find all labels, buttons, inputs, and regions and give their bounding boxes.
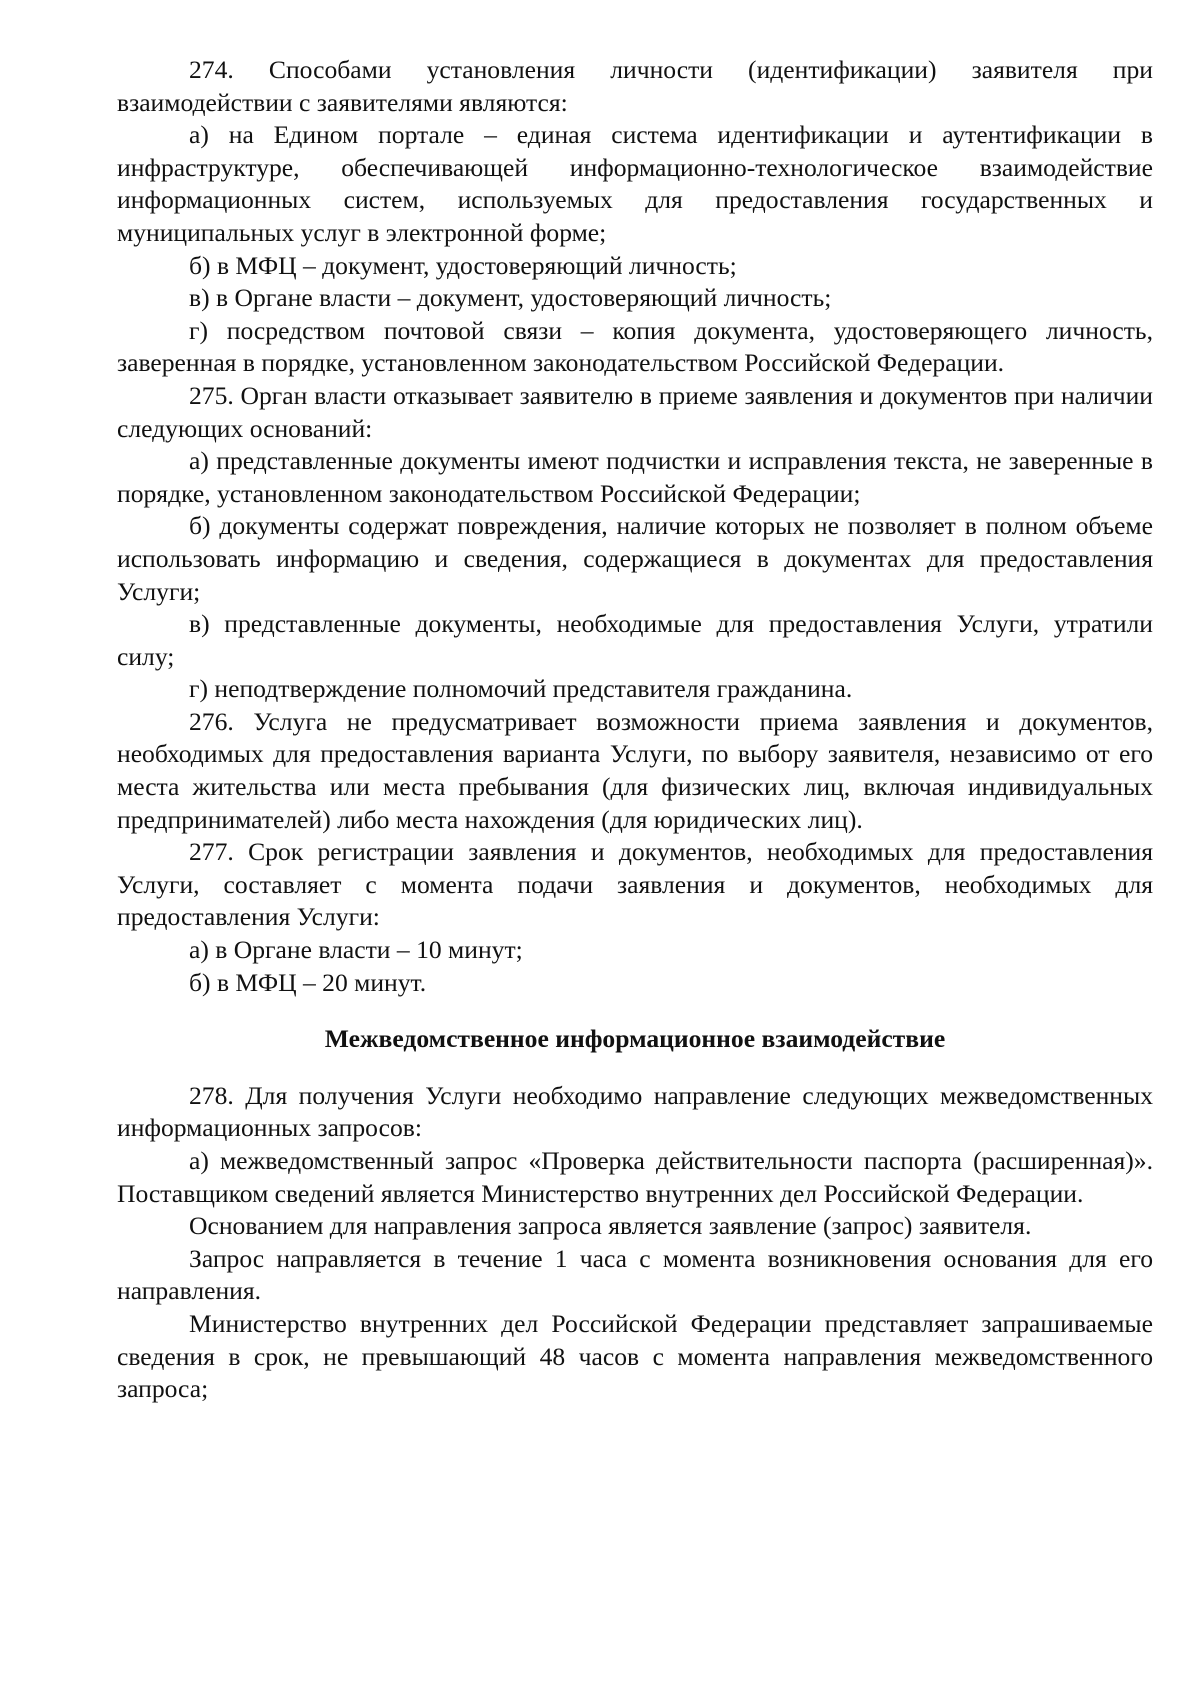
item-275-v: в) представленные документы, необходимые для предоставления Услуги, утратили силу; [117,609,1153,671]
paragraph-278: 278. Для получения Услуги необходимо направление следующих межведомственных информационных запросов: [117,1080,1153,1143]
item-277-a: а) в Органе власти – 10 минут; [189,935,523,965]
document-page [117,54,1153,1406]
item-275-b: б) документы содержат повреждения, наличие которых не позволяет в полном объеме использовать информацию и сведения, содержащиеся в документах для предоставления Услуги; [117,511,1153,606]
paragraph-timing: Запрос направляется в течение 1 часа с момента возникновения основания для его направления. [117,1243,1153,1306]
paragraph-276: 276. Услуга не предусматривает возможности приема заявления и документов, необходимых для предоставления варианта Услуги, по выбору заявителя, независимо от его места жительства или места пребывания (для физических лиц, включая индивидуальных предпринимателей) либо места нахождения (для юридических лиц). [117,706,1153,834]
item-274-b: б) в МФЦ – документ, удостоверяющий личность; [189,250,737,280]
paragraph-275: 275. Орган власти отказывает заявителю в приеме заявления и документов при наличии следующих оснований: [117,380,1153,443]
paragraph-basis: Основанием для направления запроса является заявление (запрос) заявителя. [189,1211,1032,1241]
item-274-a: а) на Едином портале – единая система идентификации и аутентификации в инфраструктуре, обеспечивающей информационно-технологическое взаимодействие информационных систем, используемых для предоставления государственных и муниципальных услуг в электронной форме; [117,120,1153,247]
item-274-v: в) в Органе власти – документ, удостоверяющий личность; [189,283,832,313]
item-277-b: б) в МФЦ – 20 минут. [189,967,427,997]
paragraph-277: 277. Срок регистрации заявления и документов, необходимых для предоставления Услуги, составляет с момента подачи заявления и документов, необходимых для предоставления Услуги: [117,837,1153,932]
section-heading: Межведомственное информационное взаимодействие [324,1024,946,1054]
paragraph-ministry: Министерство внутренних дел Российской Федерации представляет запрашиваемые сведения в срок, не превышающий 48 часов с момента направления межведомственного запроса; [117,1308,1153,1404]
item-278-a: а) межведомственный запрос «Проверка действительности паспорта (расширенная)». Поставщиком сведений является Министерство внутренних дел Российской Федерации. [117,1146,1153,1208]
item-275-a: а) представленные документы имеют подчистки и исправления текста, не заверенные в порядке, установленном законодательством Российской Федерации; [117,446,1153,508]
item-274-g: г) посредством почтовой связи – копия документа, удостоверяющего личность, заверенная в порядке, установленном законодательством Российской Федерации. [117,315,1153,378]
item-275-g: г) неподтверждение полномочий представителя гражданина. [189,674,853,704]
paragraph-274: 274. Способами установления личности (идентификации) заявителя при взаимодействии с заявителями являются: [117,55,1153,117]
